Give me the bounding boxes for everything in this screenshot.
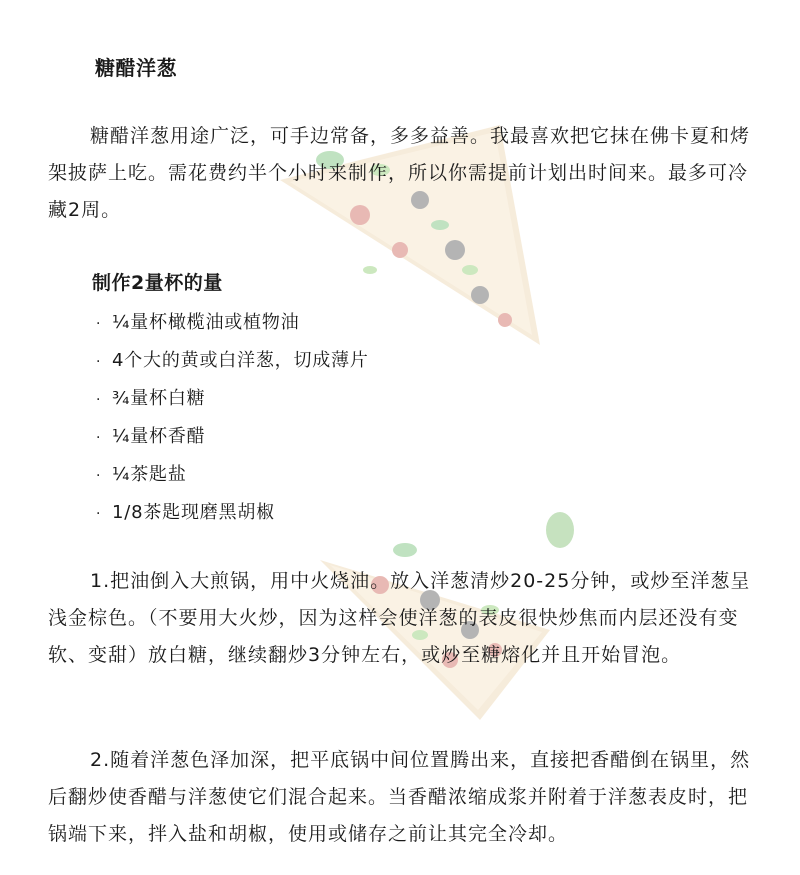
ingredient-text: ¾量杯白糖	[112, 388, 206, 409]
bullet-marker: ·	[96, 430, 102, 446]
ingredients-heading: 制作2量杯的量	[92, 272, 223, 294]
ingredient-text: 1/8茶匙现磨黑胡椒	[112, 502, 275, 523]
intro-paragraph: 糖醋洋葱用途广泛，可手边常备，多多益善。我最喜欢把它抹在佛卡夏和烤架披萨上吃。需花费约半个小时来制作，所以你需提前计划出时间来。最多可冷藏2周。	[48, 125, 751, 221]
list-item	[96, 456, 369, 494]
list-item	[96, 380, 369, 418]
bullet-marker: ·	[96, 354, 102, 370]
list-item	[96, 304, 369, 342]
bullet-marker: ·	[96, 316, 102, 332]
ingredients-list	[96, 304, 369, 532]
list-item	[96, 342, 369, 380]
ingredient-text: 4个大的黄或白洋葱，切成薄片	[112, 350, 369, 371]
bullet-marker: ·	[96, 506, 102, 522]
ingredient-text: ¼量杯香醋	[112, 426, 206, 447]
ingredient-text: ¼茶匙盐	[112, 464, 187, 485]
recipe-title: 糖醋洋葱	[95, 56, 177, 80]
list-item	[96, 418, 369, 456]
step-2-paragraph: 2.随着洋葱色泽加深，把平底锅中间位置腾出来，直接把香醋倒在锅里，然后翻炒使香醋与洋葱使它们混合起来。当香醋浓缩成浆并附着于洋葱表皮时，把锅端下来，拌入盐和胡椒，使用或储存之前让其完全冷却。	[48, 749, 751, 845]
list-item	[96, 494, 369, 532]
bullet-marker: ·	[96, 468, 102, 484]
bullet-marker: ·	[96, 392, 102, 408]
step-1-paragraph: 1.把油倒入大煎锅，用中火烧油。放入洋葱清炒20-25分钟，或炒至洋葱呈浅金棕色。（不要用大火炒，因为这样会使洋葱的表皮很快炒焦而内层还没有变软、变甜）放白糖，继续翻炒3分钟左右，或炒至糖熔化并且开始冒泡。	[48, 570, 751, 666]
ingredient-text: ¼量杯橄榄油或植物油	[112, 312, 300, 333]
